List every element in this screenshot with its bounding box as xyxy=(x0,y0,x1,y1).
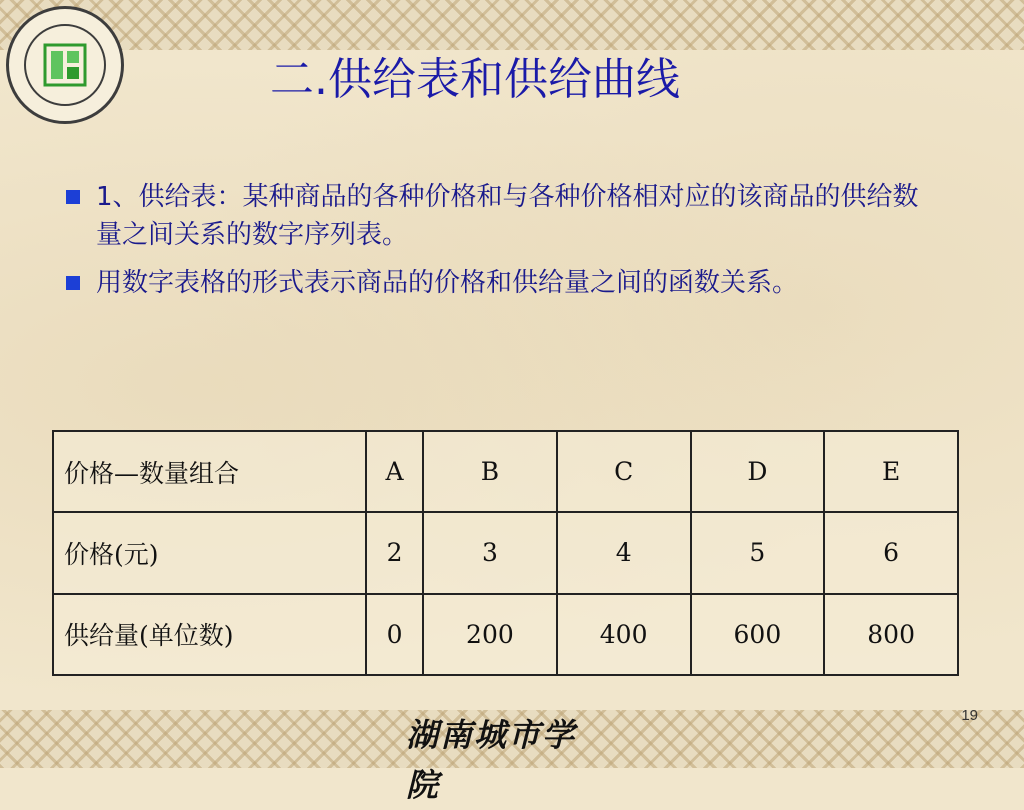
page-number: 19 xyxy=(961,707,978,724)
supply-schedule-table xyxy=(52,430,959,676)
table-cell: 5 xyxy=(691,512,825,593)
university-seal-icon xyxy=(6,6,124,124)
table-row xyxy=(53,512,958,593)
bullet-item xyxy=(62,178,952,254)
footer-brand-text: 湖南城市学院 xyxy=(406,716,577,804)
table-cell: 2 xyxy=(366,512,423,593)
bullet-text: 用数字表格的形式表示商品的价格和供给量之间的函数关系。 xyxy=(96,268,799,298)
table-cell: A xyxy=(366,431,423,512)
square-bullet-icon xyxy=(66,190,80,204)
table-row xyxy=(53,431,958,512)
bullet-item xyxy=(62,264,952,302)
table-cell: 800 xyxy=(824,594,958,675)
slide-title: 二.供给表和供给曲线 xyxy=(270,54,680,105)
table-cell: E xyxy=(824,431,958,512)
table-cell: 4 xyxy=(557,512,691,593)
table-cell: 6 xyxy=(824,512,958,593)
table-cell: 0 xyxy=(366,594,423,675)
table-row-label: 供给量(单位数) xyxy=(53,594,366,675)
table-cell: 3 xyxy=(423,512,557,593)
table-cell: C xyxy=(557,431,691,512)
table-cell: B xyxy=(423,431,557,512)
square-bullet-icon xyxy=(66,276,80,290)
top-decorative-border xyxy=(0,0,1024,50)
table-row-label: 价格(元) xyxy=(53,512,366,593)
table-cell: D xyxy=(691,431,825,512)
table-cell: 200 xyxy=(423,594,557,675)
table-cell: 400 xyxy=(557,594,691,675)
bullet-text: 1、供给表：某种商品的各种价格和与各种价格相对应的该商品的供给数量之间关系的数字序列表。 xyxy=(96,182,919,250)
bullet-list xyxy=(62,178,952,312)
table-row xyxy=(53,594,958,675)
table-cell: 600 xyxy=(691,594,825,675)
table-row-label: 价格—数量组合 xyxy=(53,431,366,512)
